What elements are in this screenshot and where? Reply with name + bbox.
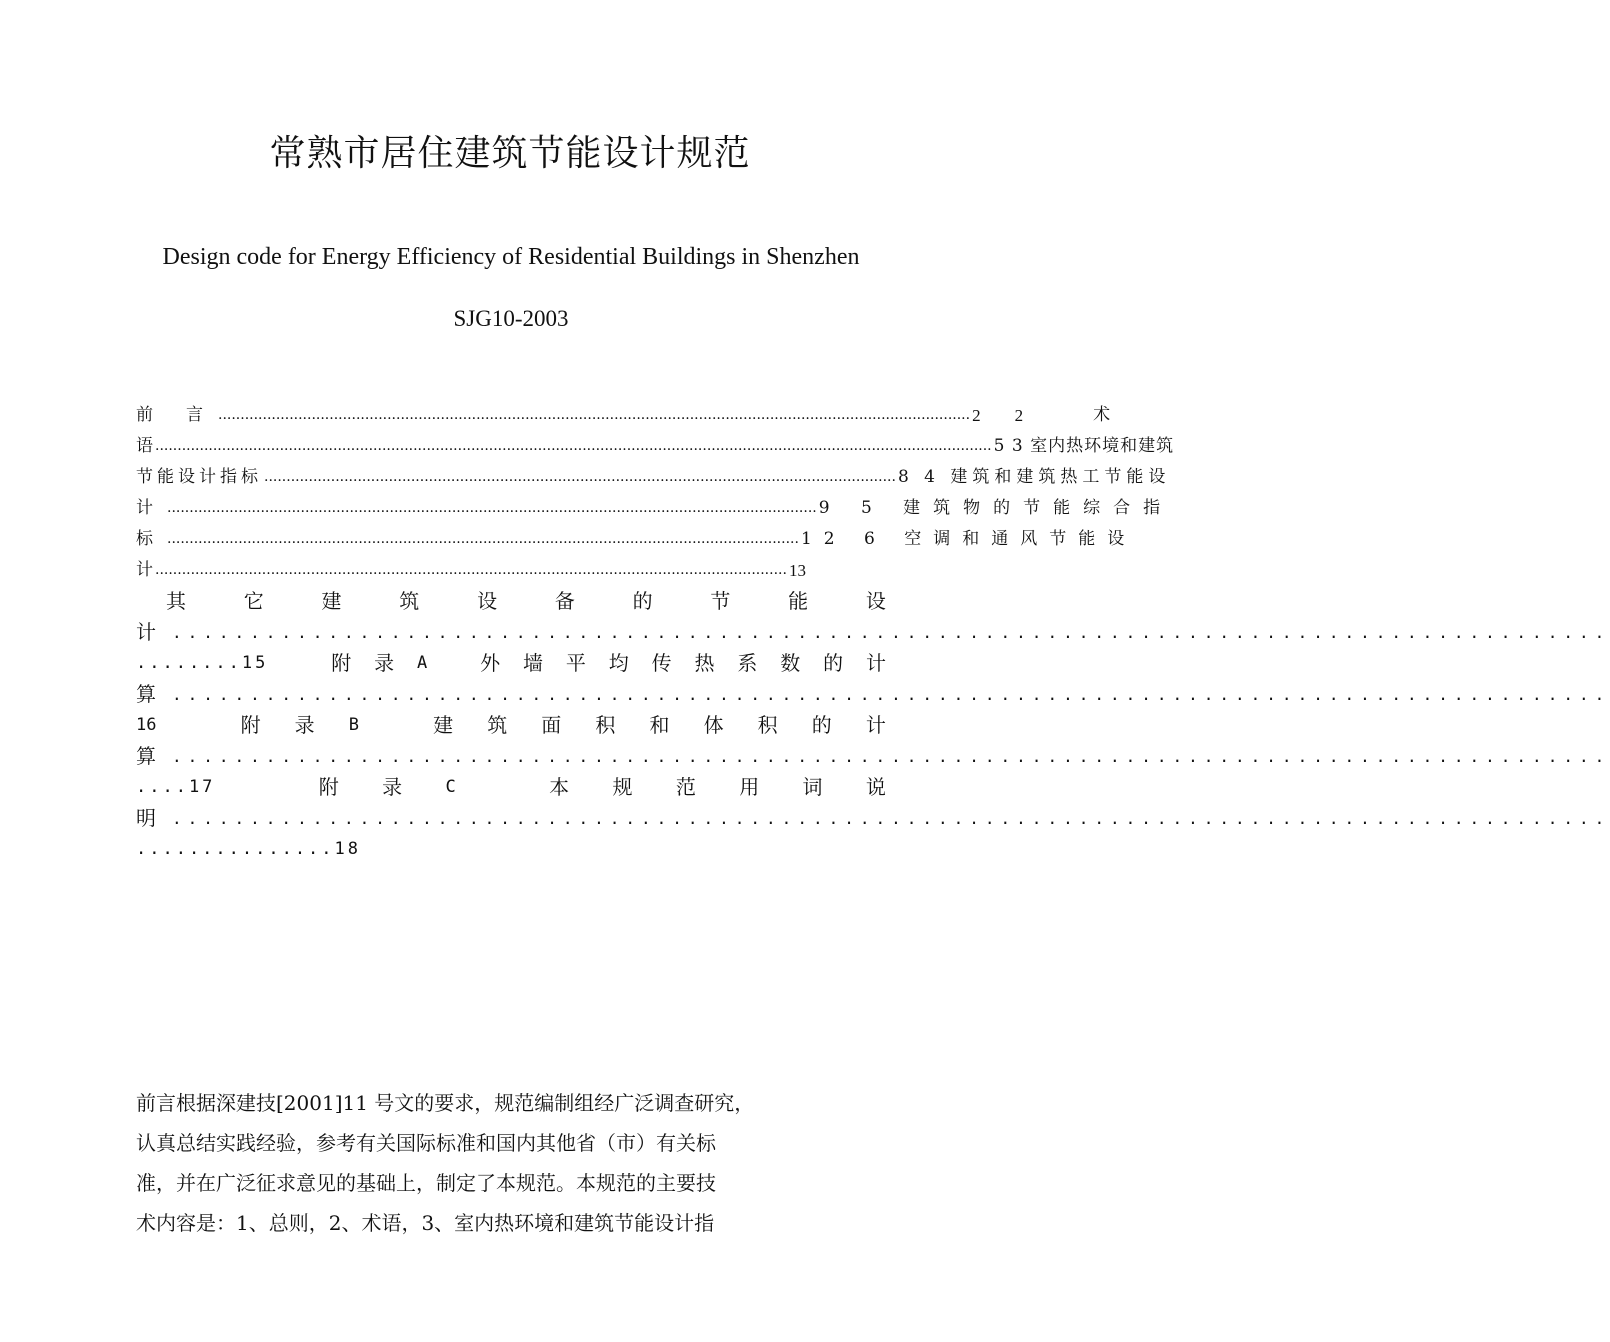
toc-char: 规: [612, 775, 633, 799]
toc-page: ...............18: [136, 839, 361, 859]
toc-char: 计: [865, 651, 886, 675]
toc-line-6: [136, 555, 886, 586]
toc-char: 热: [694, 651, 715, 675]
toc-page: 16: [136, 715, 157, 735]
toc-char: 数: [780, 651, 801, 675]
toc-leader: ..............................................................................................................................................: [264, 469, 896, 485]
toc-leader: ............................................................................................: [172, 809, 1610, 828]
table-of-contents: [136, 400, 1610, 865]
toc-line-15: [136, 834, 886, 865]
toc-char: 计: [865, 713, 886, 737]
toc-char: 建: [433, 713, 454, 737]
toc-page: ....17: [136, 777, 216, 797]
toc-page: ........15: [136, 653, 269, 673]
toc-entry-text: 明: [136, 806, 156, 830]
toc-entry-text: 算: [136, 744, 156, 768]
preface-line: 术内容是：1、总则，2、术语，3、室内热环境和建筑节能设计指: [136, 1211, 715, 1235]
toc-entry-text: 8 4 建筑和建筑热工节能设: [897, 467, 1171, 487]
toc-char: 积: [757, 713, 778, 737]
toc-char: 录: [374, 651, 395, 675]
standard-code: SJG10-2003: [453, 306, 569, 331]
preface-line: 认真总结实践经验，参考有关国际标准和国内其他省（市）有关标: [136, 1131, 716, 1155]
toc-char: 附: [331, 651, 352, 675]
toc-line-4: [136, 493, 1174, 524]
toc-char: 面: [541, 713, 562, 737]
toc-char: 建: [321, 589, 342, 613]
toc-line-12: [136, 741, 1610, 772]
toc-entry-text: 节能设计指标: [136, 467, 262, 487]
toc-entry-text: 计: [136, 498, 153, 518]
document-subtitle-en: Design code for Energy Efficiency of Residential Buildings in Shenzhen: [162, 244, 860, 270]
toc-line-11: [136, 710, 886, 741]
preface-line: 前言根据深建技[2001]11 号文的要求，规范编制组经广泛调查研究，: [136, 1091, 755, 1115]
toc-entry-preface: 前 言: [136, 405, 211, 425]
toc-char: C: [445, 777, 456, 797]
toc-leader: ............................................................................................: [172, 623, 1610, 642]
toc-char: 的: [823, 651, 844, 675]
toc-line-14: [136, 803, 1610, 834]
toc-leader: ............................................................................................: [172, 685, 1610, 704]
toc-char: 备: [554, 589, 575, 613]
toc-char: 外: [480, 651, 501, 675]
toc-char: 筑: [487, 713, 508, 737]
toc-char: B: [348, 715, 360, 735]
toc-line-9: [136, 648, 886, 679]
toc-entry-text: 计: [136, 560, 153, 580]
document-title: 常熟市居住建筑节能设计规范: [269, 133, 751, 174]
toc-char: 它: [243, 589, 264, 613]
toc-char: 词: [802, 775, 823, 799]
toc-char: 积: [595, 713, 616, 737]
toc-char: 本: [549, 775, 570, 799]
toc-char: 其: [166, 589, 186, 613]
toc-char: 设: [865, 589, 886, 613]
toc-char: 说: [865, 775, 886, 799]
toc-char: 和: [649, 713, 670, 737]
toc-char: 录: [382, 775, 403, 799]
toc-char: 均: [608, 651, 629, 675]
toc-entry-text: 算: [136, 682, 156, 706]
toc-line-7: [136, 586, 886, 617]
toc-entry-text: 5 3 室内热环境和建筑: [993, 436, 1175, 456]
toc-leader: ..............................................................................................................................................: [167, 531, 799, 547]
toc-leader: .........................................................................................................................................................................: [218, 407, 971, 423]
toc-line-3: [136, 462, 1171, 493]
toc-char: 平: [565, 651, 586, 675]
toc-char: 节: [710, 589, 731, 613]
toc-char: 的: [632, 589, 653, 613]
toc-char: 体: [703, 713, 724, 737]
toc-char: 附: [240, 713, 261, 737]
toc-char: 录: [294, 713, 315, 737]
toc-char: 传: [651, 651, 672, 675]
preface-section: [136, 1083, 816, 1243]
toc-leader: ..............................................................................................................................................: [155, 562, 787, 578]
toc-entry-text: 12 6 空调和通风节能设: [800, 529, 1137, 549]
toc-page: 2: [972, 406, 981, 425]
toc-entry-text: 计: [136, 620, 156, 644]
toc-line-8: [136, 617, 1610, 648]
toc-entry-text: 标: [136, 529, 153, 549]
toc-entry-text: 术: [1093, 405, 1111, 425]
toc-char: 范: [675, 775, 696, 799]
toc-entry-number: 2: [1014, 406, 1024, 425]
toc-char: 能: [788, 589, 809, 613]
toc-entry-text: 9 5 建筑物的节能综合指: [818, 498, 1174, 518]
toc-char: 墙: [522, 651, 543, 675]
toc-leader: ............................................................................................................................................................................................: [155, 438, 992, 454]
toc-char: A: [416, 653, 428, 673]
toc-line-2: [136, 431, 1175, 462]
toc-line-13: [136, 772, 886, 803]
toc-char: 筑: [399, 589, 420, 613]
toc-char: 附: [318, 775, 339, 799]
toc-char: 设: [477, 589, 498, 613]
toc-leader: ..................................................................................................................................................: [167, 500, 817, 516]
toc-line-5: [136, 524, 1137, 555]
toc-line-10: [136, 679, 1610, 710]
toc-line-1: [136, 400, 1111, 431]
toc-leader: ............................................................................................: [172, 747, 1610, 766]
toc-page: 13: [788, 561, 806, 580]
toc-entry-text: 语: [136, 436, 153, 456]
toc-char: 系: [737, 651, 758, 675]
toc-char: 的: [811, 713, 832, 737]
preface-line: 准，并在广泛征求意见的基础上，制定了本规范。本规范的主要技: [136, 1171, 716, 1195]
toc-char: 用: [739, 775, 760, 799]
